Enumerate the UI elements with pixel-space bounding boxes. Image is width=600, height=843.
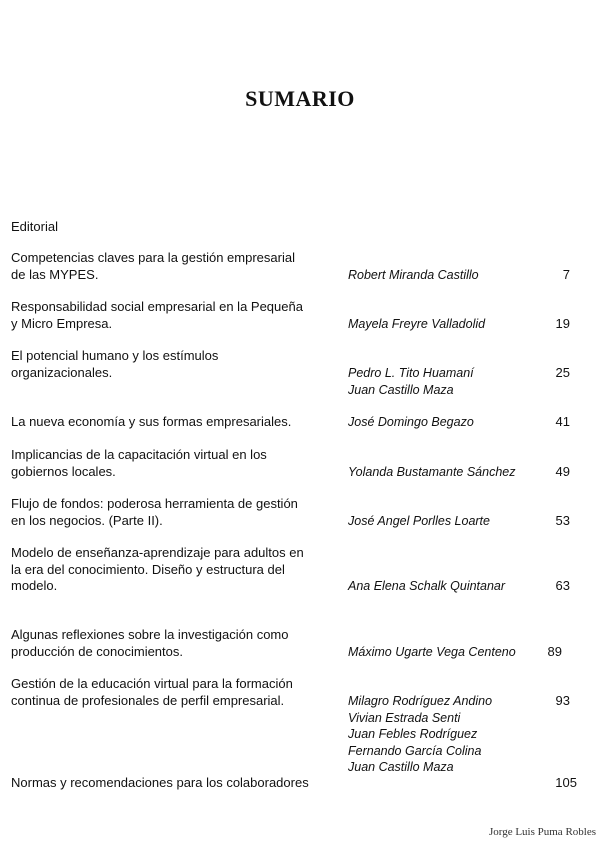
article-authors <box>348 513 548 530</box>
author-name: Pedro L. Tito Huamaní <box>348 366 474 380</box>
page-number: 105 <box>555 775 577 790</box>
article-title: La nueva economía y sus formas empresariales. <box>11 414 292 429</box>
page-number: 93 <box>555 693 570 708</box>
article-title: Normas y recomendaciones para los colaboradores <box>11 775 309 790</box>
author-name: Juan Castillo Maza <box>348 382 454 397</box>
page-number: 25 <box>555 365 570 380</box>
author-name: Juan Febles Rodríguez <box>348 727 478 741</box>
author-name: Ana Elena Schalk Quintanar <box>348 579 506 593</box>
author-name: José Domingo Begazo <box>348 415 474 429</box>
author-name: Máximo Ugarte Vega Centeno <box>348 645 516 659</box>
author-name: Yolanda Bustamante Sánchez <box>348 465 516 479</box>
author-name: Mayela Freyre Valladolid <box>348 317 486 331</box>
article-authors <box>348 693 548 776</box>
article-title: Algunas reflexiones sobre la investigación como producción de conocimientos. <box>11 627 289 659</box>
author-name: Vivian Estrada Senti <box>348 710 461 725</box>
author-name: Milagro Rodríguez Andino <box>348 694 493 708</box>
article-title: Modelo de enseñanza-aprendizaje para adultos en la era del conocimiento. Diseño y estructura del modelo. <box>11 545 304 593</box>
article-authors <box>348 316 548 333</box>
article-authors <box>348 464 548 481</box>
page-number: 19 <box>555 316 570 331</box>
article-title: Flujo de fondos: poderosa herramienta de gestión en los negocios. (Parte II). <box>11 496 298 528</box>
page-number: 53 <box>555 513 570 528</box>
page-number: 89 <box>547 644 562 659</box>
article-authors <box>348 365 548 398</box>
article-title: Competencias claves para la gestión empresarial de las MYPES. <box>11 250 295 282</box>
editorial-label: Editorial <box>11 219 58 234</box>
author-name: José Angel Porlles Loarte <box>348 514 490 528</box>
author-name: Fernando García Colina <box>348 743 482 758</box>
article-title: Responsabilidad social empresarial en la Pequeña y Micro Empresa. <box>11 299 303 331</box>
page-number: 41 <box>555 414 570 429</box>
page-number: 7 <box>562 267 570 282</box>
author-name: Robert Miranda Castillo <box>348 268 479 282</box>
article-authors <box>348 267 548 284</box>
page-number: 63 <box>555 578 570 593</box>
article-authors <box>348 414 548 431</box>
article-title: Gestión de la educación virtual para la formación continua de profesionales de perfil empresarial. <box>11 676 293 708</box>
page-number: 49 <box>555 464 570 479</box>
author-name: Juan Castillo Maza <box>348 760 454 774</box>
article-title: Implicancias de la capacitación virtual en los gobiernos locales. <box>11 447 267 479</box>
article-title: El potencial humano y los estímulos organizacionales. <box>11 348 219 380</box>
signature: Jorge Luis Puma Robles <box>488 826 596 838</box>
article-authors <box>348 578 548 595</box>
article-authors <box>348 644 548 661</box>
page-title: SUMARIO <box>245 86 355 111</box>
